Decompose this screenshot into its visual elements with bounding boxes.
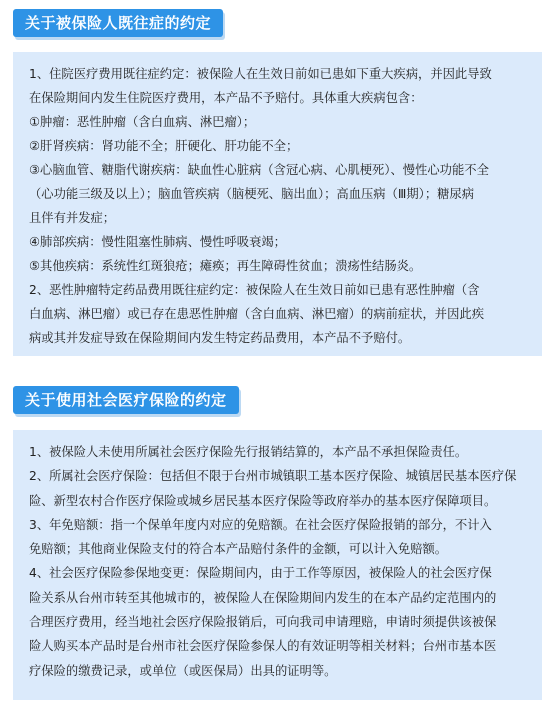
text-line: 3、年免赔额：指一个保单年度内对应的免赔额。在社会医疗保险报销的部分，不计入 [29,517,492,532]
text-line: 免赔额；其他商业保险支付的符合本产品赔付条件的金额，可以计入免赔额。 [29,542,448,557]
text-line: 1、住院医疗费用既往症约定：被保险人在生效日前如已患如下重大疾病，并因此导致 [29,67,492,81]
section-title: 关于被保险人既往症的约定 [13,9,223,37]
text-line: 4、社会医疗保险参保地变更：保险期间内，由于工作等原因，被保险人的社会医疗保 [29,566,492,581]
text-line: 2、所属社会医疗保险：包括但不限于台州市城镇职工基本医疗保险、城镇居民基本医疗保 [29,469,517,484]
text-line: 2、恶性肿瘤特定药品费用既往症约定：被保险人在生效日前如已患有恶性肿瘤（含 [29,283,480,297]
text-line: ②肝肾疾病：肾功能不全；肝硬化、肝功能不全； [29,139,299,153]
text-line: ④肺部疾病：慢性阻塞性肺病、慢性呼吸衰竭； [29,235,286,249]
text-line: ①肿瘤：恶性肿瘤（含白血病、淋巴瘤）； [29,115,256,129]
text-line: 病或其并发症导致在保险期间内发生特定药品费用，本产品不予赔付。 [29,331,411,345]
text-line: 白血病、淋巴瘤）或已存在患恶性肿瘤（含白血病、淋巴瘤）的病前症状，并因此疾 [29,307,484,321]
text-line: ⑤其他疾病：系统性红斑狼疮；瘫痪；再生障碍性贫血；溃疡性结肠炎。 [29,259,422,273]
text-line: 险关系从台州市转至其他城市的，被保险人在保险期间内发生的在本产品约定范围内的 [29,590,497,605]
text-line: 且伴有并发症； [29,211,116,225]
text-line: 1、被保险人未使用所属社会医疗保险先行报销结算的，本产品不承担保险责任。 [29,445,468,459]
content-panel [13,52,542,356]
pre-existing-condition-section [0,0,560,345]
text-line: ③心脑血管、糖脂代谢疾病：缺血性心脏病（含冠心病、心肌梗死）、慢性心功能不全 [29,163,489,177]
section-title: 关于使用社会医疗保险的约定 [13,386,239,414]
text-line: （心功能三级及以上）；脑血管疾病（脑梗死、脑出血）；高血压病（Ⅲ期）；糖尿病 [29,187,475,201]
text-line: 险人购买本产品时是台州市社会医疗保险参保人的有效证明等相关材料；台州市基本医 [29,639,497,654]
content-panel [13,430,542,700]
text-line: 合理医疗费用，经当地社会医疗保险报销后，可向我司申请理赔，申请时须提供该被保 [29,615,497,630]
social-insurance-section [0,377,560,678]
text-line: 疗保险的缴费记录，或单位（或医保局）出具的证明等。 [29,663,337,678]
text-line: 在保险期间内发生住院医疗费用，本产品不予赔付。具体重大疾病包含： [29,91,423,105]
text-line: 险、新型农村合作医疗保险或城乡居民基本医疗保险等政府举办的基本医疗保障项目。 [29,493,497,508]
